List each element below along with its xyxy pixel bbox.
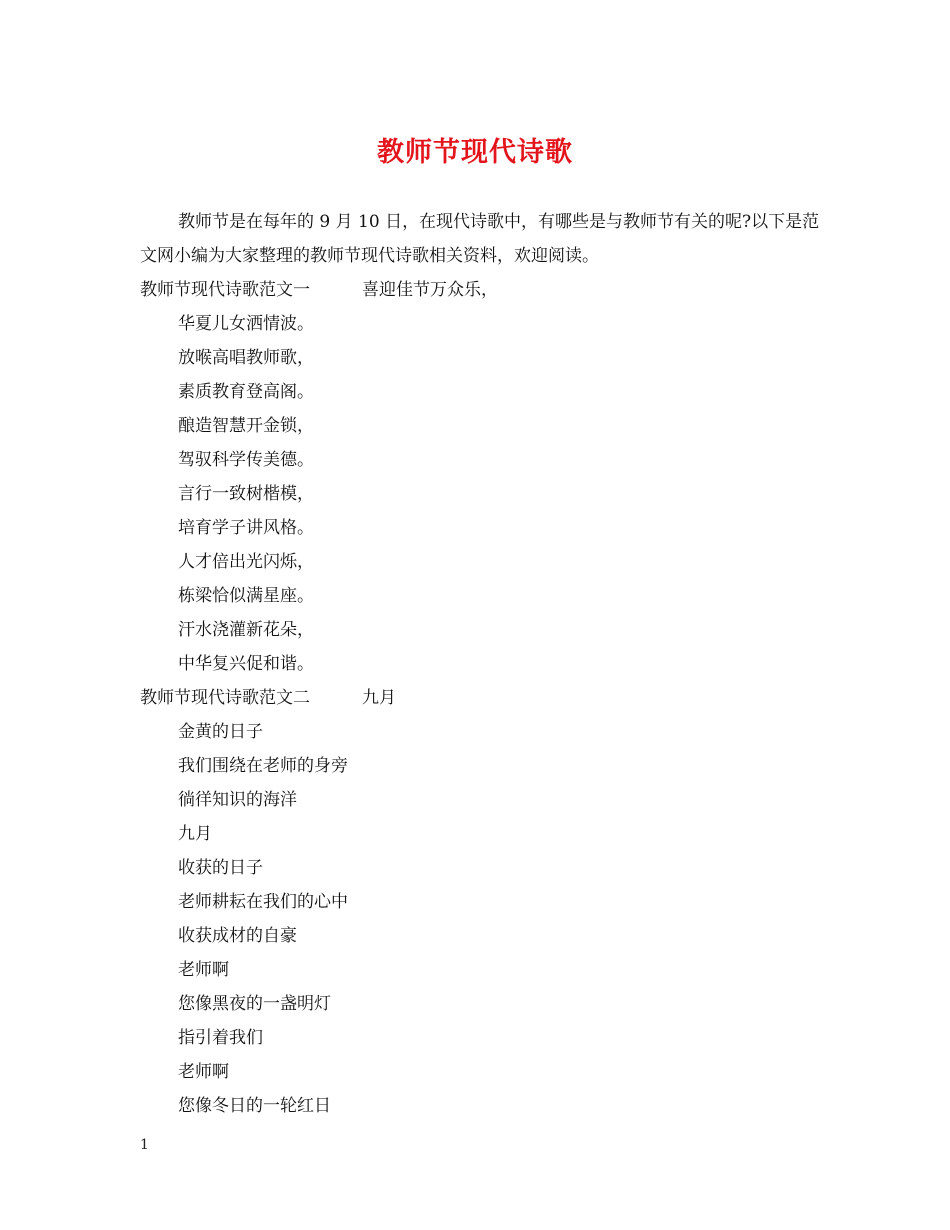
intro-paragraph: 教师节是在每年的 9 月 10 日，在现代诗歌中，有哪些是与教师节有关的呢?以下是范文网小编为大家整理的教师节现代诗歌相关资料，欢迎阅读。 xyxy=(140,212,820,266)
poem-line: 老师啊 xyxy=(178,1062,229,1082)
page-number: 1 xyxy=(140,1137,149,1153)
poem-line: 言行一致树楷模， xyxy=(178,484,314,504)
section1-heading-line xyxy=(140,273,820,307)
poem-line: 汗水浇灌新花朵， xyxy=(178,620,314,640)
poem-line: 我们围绕在老师的身旁 xyxy=(178,756,348,776)
poem-line: 收获成材的自豪 xyxy=(178,926,297,946)
poem-line: 徜徉知识的海洋 xyxy=(178,790,297,810)
poem-line: 老师啊 xyxy=(178,960,229,980)
poem-line: 您像黑夜的一盏明灯 xyxy=(178,994,331,1014)
poem-line: 九月 xyxy=(178,824,212,844)
poem-line: 华夏儿女洒情波。 xyxy=(178,314,314,334)
section2-heading-line xyxy=(140,681,820,715)
section2-poem xyxy=(140,715,820,1123)
poem-line: 金黄的日子 xyxy=(178,722,263,742)
poem-line: 酿造智慧开金锁， xyxy=(178,416,314,436)
poem-line: 培育学子讲风格。 xyxy=(178,518,314,538)
poem-line: 中华复兴促和谐。 xyxy=(178,654,314,674)
section1-poem xyxy=(140,307,820,681)
poem-line: 放喉高唱教师歌， xyxy=(178,348,314,368)
section1-heading: 教师节现代诗歌范文一 xyxy=(140,280,310,300)
section2-heading: 教师节现代诗歌范文二 xyxy=(140,688,310,708)
poem-line: 素质教育登高阁。 xyxy=(178,382,314,402)
section2-first-line: 九月 xyxy=(362,688,396,708)
document-title: 教师节现代诗歌 xyxy=(377,137,573,168)
document-body xyxy=(140,205,820,1123)
poem-line: 人才倍出光闪烁， xyxy=(178,552,314,572)
poem-line: 老师耕耘在我们的心中 xyxy=(178,892,348,912)
poem-line: 驾驭科学传美德。 xyxy=(178,450,314,470)
poem-line: 收获的日子 xyxy=(178,858,263,878)
poem-line: 指引着我们 xyxy=(178,1028,263,1048)
poem-line: 您像冬日的一轮红日 xyxy=(178,1096,331,1116)
poem-line: 栋梁恰似满星座。 xyxy=(178,586,314,606)
section1-first-line: 喜迎佳节万众乐， xyxy=(362,280,498,300)
